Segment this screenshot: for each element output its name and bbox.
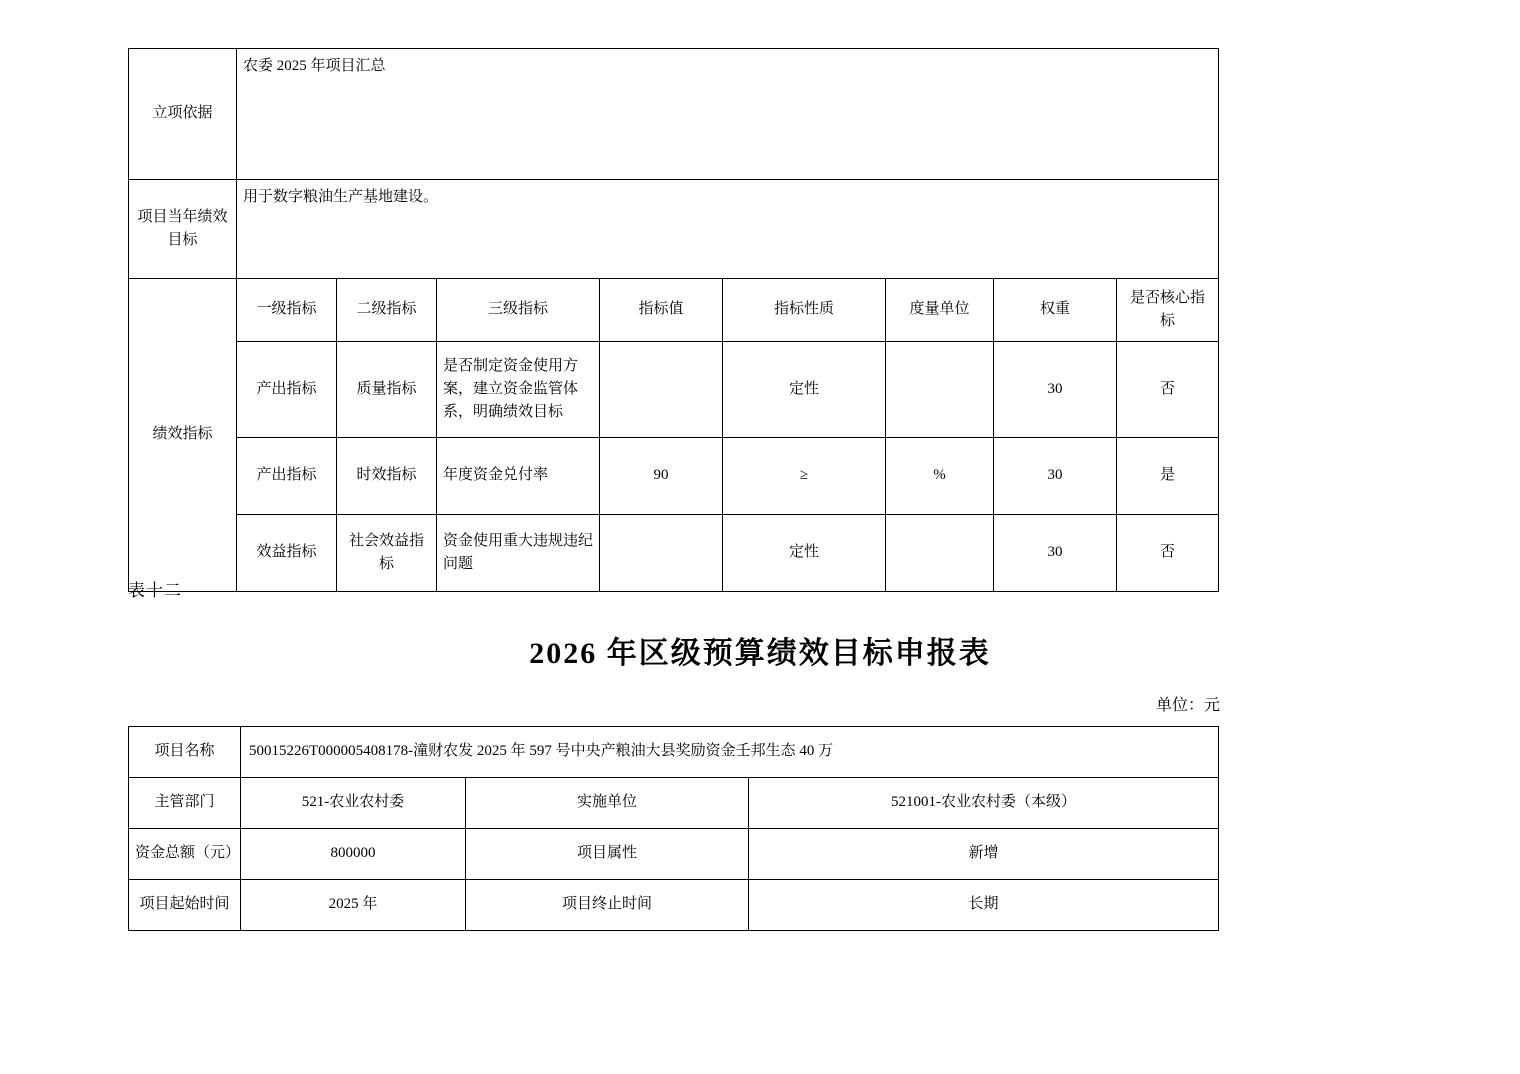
cell-nature: 定性 [723, 515, 886, 592]
cell-weight: 30 [994, 342, 1117, 438]
cell-unit [886, 342, 994, 438]
cell-weight: 30 [994, 438, 1117, 515]
cell-value: 90 [600, 438, 723, 515]
cell-value [600, 342, 723, 438]
row-label-basis: 立项依据 [129, 49, 237, 180]
value-start-time: 2025 年 [241, 880, 466, 931]
table-row [129, 880, 1219, 931]
cell-level2: 社会效益指标 [337, 515, 437, 592]
table-row [129, 342, 1219, 438]
label-project-name: 项目名称 [129, 727, 241, 778]
cell-level3: 是否制定资金使用方案，建立资金监管体系，明确绩效目标 [437, 342, 600, 438]
col-header-core: 是否核心指标 [1117, 279, 1219, 342]
cell-level1: 效益指标 [237, 515, 337, 592]
cell-core: 否 [1117, 515, 1219, 592]
cell-nature: 定性 [723, 342, 886, 438]
value-project-attribute: 新增 [749, 829, 1219, 880]
value-project-name: 50015226T000005408178-潼财农发 2025 年 597 号中央产粮油大县奖励资金壬邦生态 40 万 [241, 727, 1219, 778]
cell-weight: 30 [994, 515, 1117, 592]
table-row [129, 829, 1219, 880]
performance-indicator-table [128, 48, 1219, 592]
col-header-level1: 一级指标 [237, 279, 337, 342]
row-value-annual-goal: 用于数字粮油生产基地建设。 [237, 180, 1219, 279]
col-header-level2: 二级指标 [337, 279, 437, 342]
cell-value [600, 515, 723, 592]
label-total-funds: 资金总额（元） [129, 829, 241, 880]
col-header-level3: 三级指标 [437, 279, 600, 342]
unit-note: 单位：元 [1155, 697, 1220, 714]
cell-nature: ≥ [723, 438, 886, 515]
table-row [129, 438, 1219, 515]
label-project-attribute: 项目属性 [466, 829, 749, 880]
sheet-label: 表十二 [128, 581, 182, 600]
col-header-nature: 指标性质 [723, 279, 886, 342]
table-header-row [129, 279, 1219, 342]
value-end-time: 长期 [749, 880, 1219, 931]
cell-level1: 产出指标 [237, 438, 337, 515]
label-end-time: 项目终止时间 [466, 880, 749, 931]
label-start-time: 项目起始时间 [129, 880, 241, 931]
cell-level3: 资金使用重大违规违纪问题 [437, 515, 600, 592]
row-label-performance-indicators: 绩效指标 [129, 279, 237, 592]
cell-level2: 时效指标 [337, 438, 437, 515]
value-implementing-unit: 521001-农业农村委（本级） [749, 778, 1219, 829]
cell-level2: 质量指标 [337, 342, 437, 438]
col-header-weight: 权重 [994, 279, 1117, 342]
project-info-table [128, 726, 1219, 931]
table-row-project-name [129, 727, 1219, 778]
cell-core: 是 [1117, 438, 1219, 515]
cell-level1: 产出指标 [237, 342, 337, 438]
value-total-funds: 800000 [241, 829, 466, 880]
cell-core: 否 [1117, 342, 1219, 438]
table-row [129, 515, 1219, 592]
cell-level3: 年度资金兑付率 [437, 438, 600, 515]
col-header-unit: 度量单位 [886, 279, 994, 342]
row-value-basis: 农委 2025 年项目汇总 [237, 49, 1219, 180]
col-header-value: 指标值 [600, 279, 723, 342]
value-managing-department: 521-农业农村委 [241, 778, 466, 829]
table-row [129, 778, 1219, 829]
table-row-annual-goal [129, 180, 1219, 279]
table-row-basis [129, 49, 1219, 180]
row-label-annual-goal: 项目当年绩效目标 [129, 180, 237, 279]
cell-unit [886, 515, 994, 592]
page-title: 2026 年区级预算绩效目标申报表 [529, 637, 991, 670]
label-managing-department: 主管部门 [129, 778, 241, 829]
cell-unit: % [886, 438, 994, 515]
label-implementing-unit: 实施单位 [466, 778, 749, 829]
